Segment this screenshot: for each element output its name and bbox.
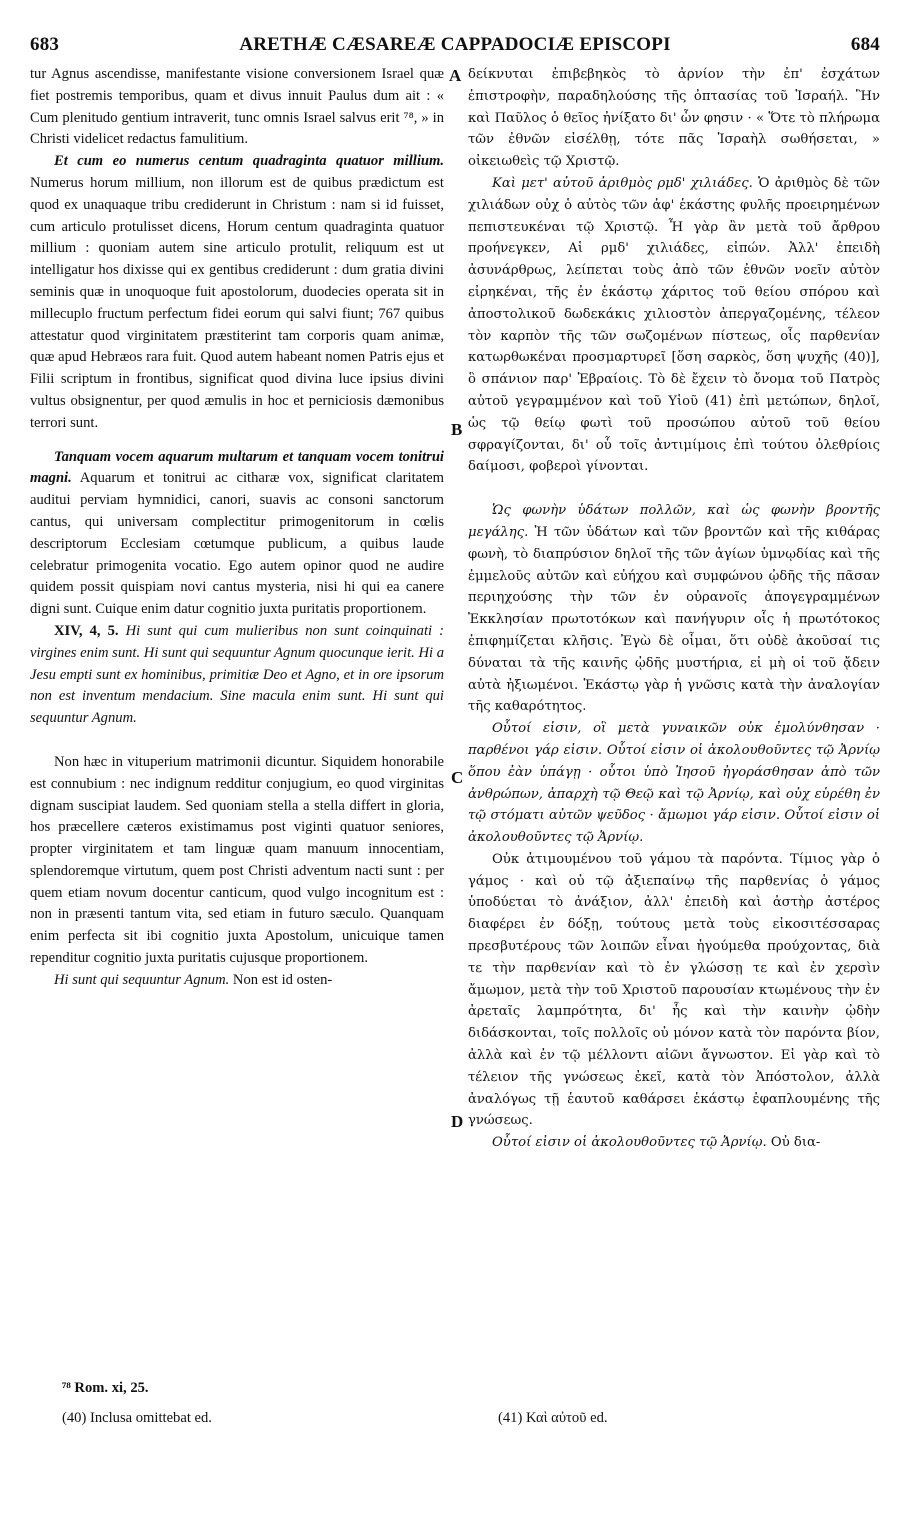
lemma: Hi sunt qui sequuntur Agnum.	[54, 971, 230, 988]
greek-paragraph	[468, 500, 880, 718]
section-marker-a: A	[449, 66, 462, 85]
commentary: Οὐ δια-	[766, 1135, 821, 1151]
lemma: Ὡς φωνὴν ὑδάτων πολλῶν, καὶ ὡς φωνὴν βροντῆς μεγάλης.	[468, 503, 880, 540]
commentary: Non est id osten-	[229, 971, 333, 988]
scripture-footnote: ⁷⁸ Rom. xi, 25.	[62, 1380, 149, 1396]
lemma: Καὶ μετ' αὐτοῦ ἀριθμὸς ρμδ' χιλιάδες.	[492, 175, 753, 191]
latin-paragraph	[30, 970, 444, 992]
lemma: Et cum eo numerus centum quadraginta quatuor millium.	[54, 153, 444, 170]
lemma: Tanquam vocem aquarum multarum et tanquam vocem tonitrui magni.	[30, 448, 444, 487]
verse-reference: XIV, 4, 5.	[54, 622, 119, 639]
latin-paragraph	[30, 151, 444, 434]
footnote-left: (40) Inclusa omittebat ed.	[62, 1410, 212, 1426]
lemma: Hi sunt qui cum mulieribus non sunt coinquinati : virgines enim sunt. Hi sunt qui sequuntur Agnum quocunque ierit. Hi a Jesu empti sunt ex hominibus, primitiæ Deo et Agno, et in ore ipsorum non est inventum mendacium. Sine macula enim sunt. Hi sunt qui sequuntur Agnum.	[30, 622, 444, 727]
greek-paragraph	[468, 1132, 880, 1154]
greek-paragraph: Οὐκ ἀτιμουμένου τοῦ γάμου τὰ παρόντα. Τίμιος γὰρ ὁ γάμος · καὶ οὐ τῷ ἀξιεπαίνῳ τῆς παρθενίας ὁ γάμος ὑποδύεται τὸ ἀνάξιον, ἀλλ' ἐπειδὴ καὶ ἀστὴρ ἀστέρος διαφέρει ἐν δόξῃ, τούτους μετὰ τοὺς εἰκοσιτέσσαρας πρεσβυτέρους τῶν λοιπῶν εἶναι ἡγούμεθα προύχοντας, διὰ τε τὴν παρθενίαν καὶ τὸ ἐν γλώσσῃ τε καὶ ἐν χερσὶν ἄμωμον, μετὰ τὴν τοῦ Χριστοῦ παρουσίαν κτωμένους τὴν ἐν ἀρεταῖς λαμπρότητα, δι' ἧς καὶ τὴν καινὴν ᾠδὴν διδάσκονται, τοῖς πολλοῖς οὐ μόνον κατὰ τὸν παρόντα βίον, ἀλλὰ καὶ ἐν τῷ μέλλοντι αἰῶνι ἄγνωστον. Εἰ γὰρ καὶ τὸ τέλειον τῆς γνώσεως ἐκεῖ, κατὰ τὸν Ἀπόστολον, ἀλλὰ ἀναλόγως τῇ ἑαυτοῦ καθάρσει ἑκάστῳ ἐφαπλουμένης τῆς γνώσεως.	[468, 851, 880, 1129]
greek-paragraph: δείκνυται ἐπιβεβηκὸς τὸ ἀρνίον τὴν ἐπ' ἐσχάτων ἐπιστροφὴν, παραδηλούσης τῆς ὀπτασίας τοῦ Ἰσραήλ. Ἣν καὶ Παῦλος ὁ θεῖος ἠνίξατο δι' ὧν φησιν · « Ὅτε τὸ πλήρωμα τῶν ἐθνῶν εἰσέλθῃ, τότε πᾶς Ἰσραὴλ σωθήσεται, » οἰκειωθεὶς τῷ Χριστῷ.	[468, 67, 880, 170]
greek-column	[468, 64, 880, 1154]
running-title: ARETHÆ CÆSAREÆ CAPPADOCIÆ EPISCOPI	[239, 34, 671, 55]
greek-paragraph	[468, 173, 880, 478]
lemma: Οὗτοί εἰσιν οἱ ἀκολουθοῦντες τῷ Ἀρνίῳ.	[492, 1135, 767, 1151]
latin-paragraph: tur Agnus ascendisse, manifestante visione conversionem Israel quæ fiet postremis temporibus, quam et divus innuit Paulus dum ait : « Cum plenitudo gentium intraverit, tunc omnis Israel salvus erit ⁷⁸, » in Christi videlicet redactus famulitium.	[30, 66, 444, 148]
commentary: Aquarum et tonitrui ac citharæ vox, significat claritatem auditui perviam hymnidici, canori, suavis ac consoni sanctorum cantus, qui universam complectitur primogenitorum in cœlis descriptorum Ecclesiam cœtumque publicum, a quibus laude celebratur primogenita vocatio. Ego autem opinor quod ne audire quidem possit quispiam novi cantus mysteria, nisi hi qui ea canere digni sunt. Cuique enim datur cognitio juxta puritatis proportionem.	[30, 470, 444, 618]
running-header	[30, 34, 880, 58]
footnote-right: (41) Καὶ αὐτοῦ ed.	[498, 1410, 608, 1426]
commentary: Ἡ τῶν ὑδάτων καὶ τῶν βροντῶν καὶ τῆς κιθάρας φωνὴ, τὸ διαπρύσιον δηλοῖ τῆς τῶν ἁγίων ὑμνῳδίας καὶ τῆς ἐμμελοῦς αὐτῶν καὶ εὐήχου καὶ συμφώνου ᾠδῆς τῆς πᾶσαν περιηχούσης τὴν τῶν ἐν οὐρανοῖς ἀπογεγραμμένων Ἐκκλησίαν πρωτοτόκων καὶ πανήγυριν οἷς ἡ πρωτότοκος ἐπιφημίζεται κλῆσις. Ἐγὼ δὲ οἶμαι, ὅτι οὐδὲ ἀκοῦσαί τις δύναται τὰ τῆς καινῆς ᾠδῆς μυστήρια, εἰ μὴ οἱ τοῦ ᾄδειν αὐτὰ ἠξιωμένοι. Ἑκάστῳ γὰρ ἡ γνῶσις κατὰ τὴν ἀναλογίαν τῆς καθαρότητος.	[468, 524, 880, 715]
page-number-left: 683	[30, 34, 60, 55]
page-number-right: 684	[850, 34, 880, 55]
commentary: Ὁ ἀριθμὸς δὲ τῶν χιλιάδων οὐχ ὁ αὐτὸς τῶν ἀφ' ἑκάστης φυλῆς προειρημένων πεπιστευκέναι τῷ Χριστῷ. Ἦ γὰρ ἂν μετὰ τοῦ ἄρθρου προήνεγκεν, Αἱ ρμδ' χιλιάδες, εἰπών. Ἀλλ' ἐπειδὴ ἀσυνάρθρως, λείπεται τοὺς ἀπὸ τῶν ἐθνῶν νοεῖν αὐτὸν εἰρηκέναι, τῆς ἐν ἑκάστῳ χάριτος τοῦ θείου σπόρου καὶ ἀποστολικοῦ δωδεκάκις χιλιοστὸν ἀπεργαζομένης, τέλεον τὸν καρπὸν τῆς τῶν σωζομένων πίστεως, οἷς παρθενίαν κατωρθωκέναι προσμαρτυρεῖ [ὅση σαρκὸς, ὅση ψυχῆς (40)], ὃ σπάνιον παρ' Ἑβραίοις. Τὸ δὲ ἔχειν τὸ ὄνομα τοῦ Πατρὸς αὐτοῦ γεγραμμένον καὶ τοῦ Υἱοῦ (41) ἐπὶ μετώπων, δηλοῖ, ὡς τῷ θείῳ φωτὶ τοῦ προσώπου αὐτοῦ τοῦ θείου σφραγίζονται, δι' οὗ τοῖς ἀντιμίμοις ἐπὶ τούτου ὀλεθρίοις δαίμοσι, φοβεροὶ γίνονται.	[468, 175, 881, 475]
section-marker-c: C	[451, 768, 464, 787]
section-marker-d: D	[451, 1112, 464, 1131]
latin-verse	[30, 621, 444, 730]
latin-paragraph	[30, 447, 444, 621]
section-marker-b: B	[451, 420, 463, 439]
commentary: Numerus horum millium, non illorum est de quibus prædictum est quod ex unaquaque tribu crediderunt in Christum : nam si id fuisset, cum articulo protulisset dicens, Horum centum quadraginta quatuor millium : quoniam autem sine articulo protulit, reliquum est ut intelligatur hos dixisse qui ex gentibus crediderunt : dum gratia divini seminis quæ in unoquoque fuit apostolorum, duodecies operata sit in millecuplo fructum perfectum fidei eorum qui salvi fiunt; 767 quibus attestatur quod virginitatem præstiterint tam corporis quam animæ, quæ apud Hebræos rara fuit. Quod autem habeant nomen Patris ejus et Filii scriptum in frontibus, significat quod divina luce ipsius divini vultus obsignentur, per quod æmulis in hoc et perniciosis dæmonibus terrori sunt.	[30, 174, 444, 431]
greek-verse: Οὗτοί εἰσιν, οἳ μετὰ γυναικῶν οὐκ ἐμολύνθησαν · παρθένοι γάρ εἰσιν. Οὗτοί εἰσιν οἱ ἀκολουθοῦντες τῷ Ἀρνίῳ ὅπου ἐὰν ὑπάγῃ · οὗτοι ὑπὸ Ἰησοῦ ἠγοράσθησαν ἀπὸ τῶν ἀνθρώπων, ἀπαρχὴ τῷ Θεῷ καὶ τῷ Ἀρνίῳ, καὶ οὐχ εὑρέθη ἐν τῷ στόματι αὐτῶν ψεῦδος · ἄμωμοι γάρ εἰσιν. Οὗτοί εἰσιν οἱ ἀκολουθοῦντες τῷ Ἀρνίῳ.	[468, 721, 880, 846]
latin-column	[30, 64, 444, 992]
latin-paragraph: Non hæc in vituperium matrimonii dicuntur. Siquidem honorabile est connubium : nec indignum redditur conjugium, eo quod virginitas dignam suscipiat laudem. Sed quoniam stella a stella differt in gloria, hos præcellere cæteros existimamus post viginti quatuor seniores, propter virginitatem et tam linguæ quam manuum innocentiam, splendoremque virtutum, quem post Christi adventum nacti sunt : per quem etiam novum docentur canticum, quod vulgo incognitum est : non in præsenti tantum vita, sed etiam in futuro sæculo. Quanquam enim perfecta sit ibi cognitio juxta Apostolum, unicuique tamen rependitur cognitio juxta puritatis cujusque proportionem.	[30, 753, 444, 967]
